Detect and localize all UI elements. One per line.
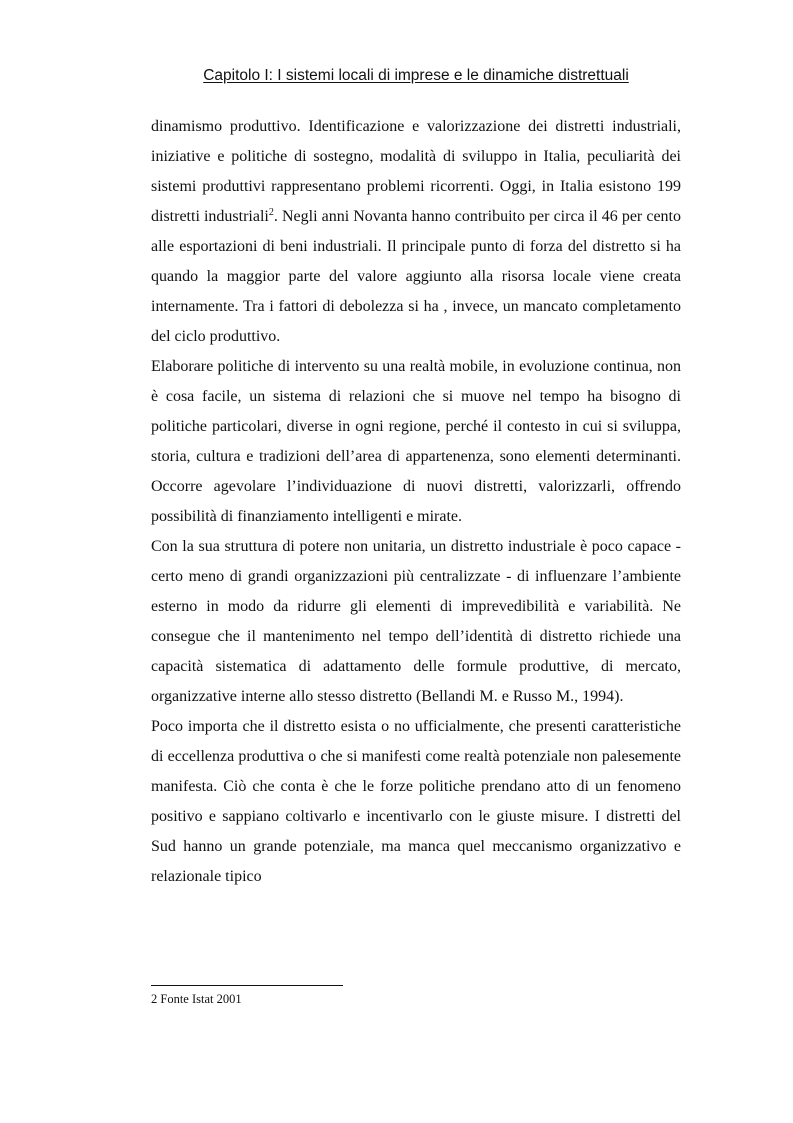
footnote-ref-2[interactable]: 2 (268, 207, 274, 218)
paragraph-1-text-after-ref: . Negli anni Novanta hanno contribuito per circa il 46 per cento alle esportazioni di beni industriali. Il principale punto di forza del distretto si ha quando la maggior parte del valore aggiunto alla risorsa locale viene creata internamente. Tra i fattori di debolezza si ha , invece, un mancato completamento del ciclo produttivo. (151, 208, 682, 345)
paragraph-1-text-before-ref: dinamismo produttivo. Identificazione e valorizzazione dei distretti industriali, iniziative e politiche di sostegno, modalità di sviluppo in Italia, peculiarità dei sistemi produttivi rappresentano problemi ricorrenti. Oggi, in Italia esistono 199 distretti industriali (151, 118, 681, 225)
body-text (151, 112, 681, 892)
footnote-text: Fonte Istat 2001 (160, 992, 242, 1006)
paragraph-3: Con la sua struttura di potere non unitaria, un distretto industriale è poco capace - certo meno di grandi organizzazioni più centralizzate - di influenzare l’ambiente esterno in modo da ridurre gli elementi di imprevedibilità e variabilità. Ne consegue che il mantenimento nel tempo dell’identità di distretto richiede una capacità sistematica di adattamento delle formule produttive, di mercato, organizzative interne allo stesso distretto (Bellandi M. e Russo M., 1994). (151, 538, 681, 705)
paragraph-2: Elaborare politiche di intervento su una realtà mobile, in evoluzione continua, non è cosa facile, un sistema di relazioni che si muove nel tempo ha bisogno di politiche particolari, diverse in ogni regione, perché il contesto in cui si sviluppa, storia, cultura e tradizioni dell’area di appartenenza, sono elementi determinanti. Occorre agevolare l’individuazione di nuovi distretti, valorizzarli, offrendo possibilità di finanziamento intelligenti e mirate. (151, 358, 681, 525)
footnote-number: 2 (151, 992, 158, 1006)
paragraph-4: Poco importa che il distretto esista o no ufficialmente, che presenti caratteristiche di eccellenza produttiva o che si manifesti come realtà potenziale non palesemente manifesta. Ciò che conta è che le forze politiche prendano atto di un fenomeno positivo e sappiano coltivarlo e incentivarlo con le giuste misure. I distretti del Sud hanno un grande potenziale, ma manca quel meccanismo organizzativo e relazionale tipico (151, 718, 681, 885)
paragraph-1 (151, 112, 681, 352)
footnote-2 (151, 992, 242, 1007)
running-header: Capitolo I: I sistemi locali di imprese e le dinamiche distrettuali (203, 67, 629, 84)
footnote-separator (151, 985, 343, 986)
